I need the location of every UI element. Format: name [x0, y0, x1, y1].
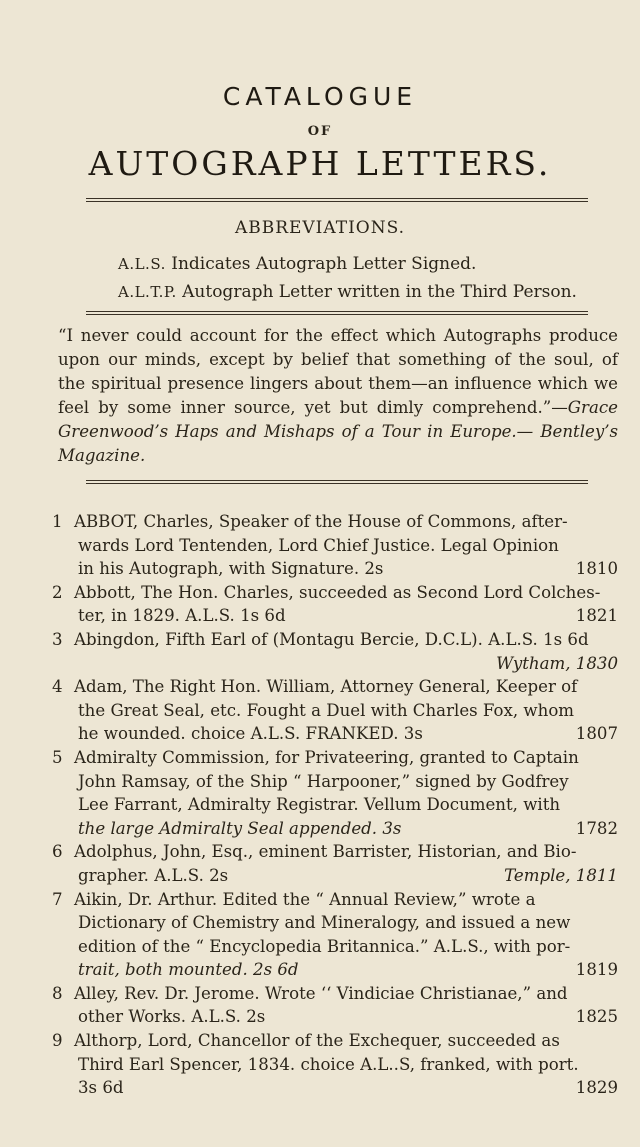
entry-number: 1 — [52, 512, 63, 531]
entry-date: 1782 — [575, 818, 618, 838]
list-item — [52, 746, 618, 840]
entry-text: Dictionary of Chemistry and Mineralogy, and issued a new — [78, 913, 571, 933]
entry-text: in his Autograph, with Signature. 2s — [78, 559, 384, 579]
abbreviation-text: Autograph Letter written in the Third Person. — [182, 282, 577, 302]
list-item — [52, 1029, 618, 1100]
entry-text: he wounded. choice A.L.S. FRANKED. 3s — [78, 724, 423, 744]
entry-number: 9 — [52, 1031, 63, 1051]
entry-text: Aikin, Dr. Arthur. Edited the “ Annual Review,” wrote a — [74, 889, 536, 909]
abbreviation-code: A.L.S. — [118, 255, 166, 273]
entry-text: the Great Seal, etc. Fought a Duel with Charles Fox, whom — [78, 700, 575, 720]
list-item — [52, 888, 618, 982]
entry-text: grapher. A.L.S. 2s — [78, 865, 229, 885]
entry-number: 8 — [52, 983, 63, 1003]
entry-number: 5 — [52, 747, 63, 767]
quote-text: “I never could account for the effect which Autographs produce upon our minds, except by belief that something of the soul, of the spiritual presence lingers about them—an influence which we feel by some inner source, yet but dimly comprehend.”— — [58, 326, 618, 417]
entry-date: 1807 — [575, 724, 618, 744]
catalogue-title: CATALOGUE — [222, 82, 418, 111]
entry-text: John Ramsay, of the Ship “ Harpooner,” signed by Godfrey — [78, 771, 569, 791]
abbreviations-rule — [86, 311, 588, 315]
title-rule — [86, 198, 588, 202]
entry-text: Abbott, The Hon. Charles, succeeded as Second Lord Colches- — [74, 582, 601, 602]
abbreviation-als — [118, 254, 476, 274]
entry-number: 3 — [52, 629, 63, 649]
entry-number: 4 — [52, 677, 63, 697]
entry-date: 1819 — [575, 960, 618, 980]
entry-list — [52, 510, 618, 1100]
abbreviation-altp — [118, 282, 577, 302]
entry-text: Abingdon, Fifth Earl of (Montagu Bercie, D.C.L). A.L.S. 1s 6d — [74, 629, 589, 649]
title-of: OF — [307, 124, 333, 139]
entry-text: the large Admiralty Seal appended. 3s — [78, 818, 402, 838]
entry-text: 3s 6d — [78, 1078, 124, 1098]
list-item — [52, 581, 618, 628]
entry-text: Adam, The Right Hon. William, Attorney General, Keeper of — [74, 677, 578, 697]
entry-date: Temple, 1811 — [504, 865, 618, 885]
entry-number: 7 — [52, 889, 63, 909]
entry-date: 1829 — [575, 1078, 618, 1098]
entry-date: Wytham, 1830 — [496, 653, 618, 673]
entry-text: other Works. A.L.S. 2s — [78, 1007, 266, 1027]
abbreviation-code: A.L.T.P. — [118, 283, 177, 301]
epigraph-quote — [58, 324, 618, 468]
entry-date: 1825 — [575, 1007, 618, 1027]
entry-date: 1810 — [575, 559, 618, 579]
list-item — [52, 982, 618, 1029]
main-title: AUTOGRAPH LETTERS. — [88, 144, 552, 183]
quote-rule — [86, 480, 588, 484]
entry-text: ABBOT, Charles, Speaker of the House of Commons, after- — [74, 512, 568, 531]
entry-text: trait, both mounted. 2s 6d — [78, 960, 299, 980]
list-item — [52, 675, 618, 746]
entry-number: 2 — [52, 582, 63, 602]
list-item — [52, 628, 618, 675]
entry-text: Althorp, Lord, Chancellor of the Exchequer, succeeded as — [74, 1031, 560, 1051]
entry-text: ter, in 1829. A.L.S. 1s 6d — [78, 606, 286, 626]
entry-text: Third Earl Spencer, 1834. choice A.L..S, franked, with port. — [78, 1054, 579, 1074]
quote-source: Grace Greenwood’s Haps and Mishaps of a Tour in Europe.— Bentley’s Magazine. — [58, 398, 618, 465]
entry-text: Admiralty Commission, for Privateering, granted to Captain — [74, 747, 579, 767]
entry-text: Adolphus, John, Esq., eminent Barrister, Historian, and Bio- — [74, 842, 577, 862]
list-item — [52, 510, 618, 581]
entry-text: Lee Farrant, Admiralty Registrar. Vellum Document, with — [78, 795, 561, 815]
entry-text: Alley, Rev. Dr. Jerome. Wrote ‘‘ Vindiciae Christianae,” and — [74, 983, 568, 1003]
entry-text: wards Lord Tentenden, Lord Chief Justice. Legal Opinion — [78, 535, 559, 555]
list-item — [52, 840, 618, 887]
entry-date: 1821 — [575, 606, 618, 626]
abbreviation-text: Indicates Autograph Letter Signed. — [171, 254, 477, 274]
abbreviations-heading: ABBREVIATIONS. — [234, 218, 406, 238]
entry-number: 6 — [52, 842, 63, 862]
entry-text: edition of the “ Encyclopedia Britannica.” A.L.S., with por- — [78, 936, 571, 956]
